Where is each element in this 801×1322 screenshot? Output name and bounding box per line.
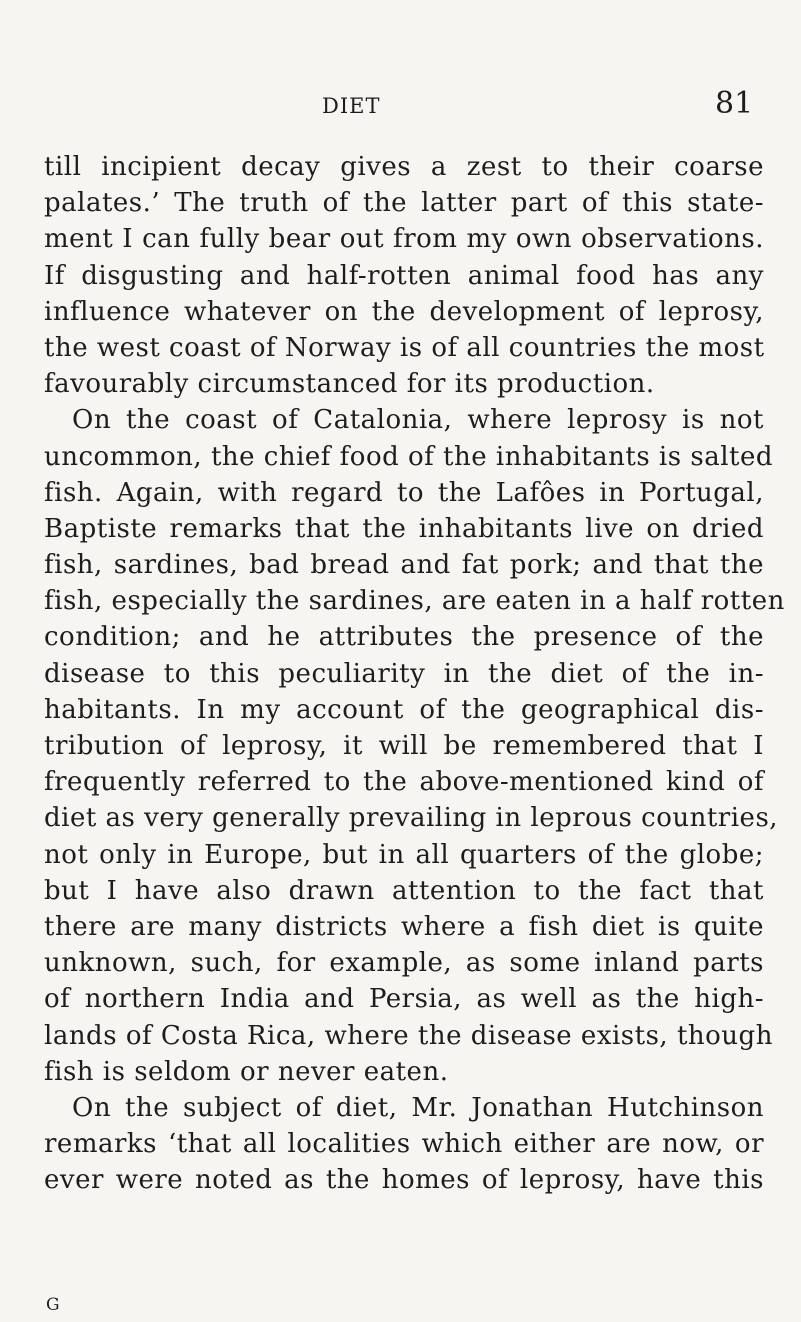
body-text — [44, 149, 785, 1198]
text-line: lands of Costa Rica, where the disease exists, though — [44, 1020, 773, 1051]
running-head — [0, 88, 801, 122]
text-line: disease to this peculiarity in the diet of the in- — [44, 658, 764, 689]
text-line: but I have also drawn attention to the fact that — [44, 875, 764, 906]
text-line: condition; and he attributes the presence of the — [44, 622, 764, 653]
text-line: till incipient decay gives a zest to their coarse — [44, 152, 764, 182]
text-line: habitants. In my account of the geographical dis- — [44, 694, 764, 725]
signature-mark: G — [46, 1295, 60, 1315]
text-line: unknown, such, for example, as some inland parts — [44, 948, 764, 979]
text-line: palates.’ The truth of the latter part of this state- — [44, 188, 764, 219]
text-line: Baptiste remarks that the inhabitants live on dried — [44, 513, 764, 544]
text-line: ever were noted as the homes of leprosy, have this — [44, 1165, 764, 1196]
text-line: On the subject of diet, Mr. Jonathan Hutchinson — [72, 1092, 764, 1123]
text-line: fish is seldom or never eaten. — [44, 1056, 449, 1087]
text-line: ment I can fully bear out from my own observations. — [44, 224, 764, 255]
text-line: fish, especially the sardines, are eaten in a half rotten — [44, 586, 785, 617]
text-line: uncommon, the chief food of the inhabitants is salted — [44, 441, 773, 472]
text-line: If disgusting and half-rotten animal food has any — [44, 260, 764, 291]
text-line: fish, sardines, bad bread and fat pork; and that the — [44, 550, 764, 581]
text-line: favourably circumstanced for its production. — [44, 369, 655, 400]
running-title: DIET — [322, 94, 381, 118]
text-line: the west coast of Norway is of all countries the most — [44, 332, 765, 363]
text-line: not only in Europe, but in all quarters of the globe; — [44, 839, 764, 870]
text-line: of northern India and Persia, as well as the high- — [44, 984, 764, 1015]
text-line: On the coast of Catalonia, where leprosy is not — [72, 405, 764, 436]
text-line: diet as very generally prevailing in leprous countries, — [44, 803, 779, 834]
text-line: frequently referred to the above-mentioned kind of — [44, 767, 764, 798]
text-line: tribution of leprosy, it will be remembered that I — [44, 731, 764, 761]
text-line: influence whatever on the development of leprosy, — [44, 296, 764, 327]
text-line: there are many districts where a fish diet is quite — [44, 911, 764, 942]
page-number: 81 — [715, 86, 754, 121]
text-line: fish. Again, with regard to the Lafôes in Portugal, — [44, 477, 764, 508]
text-line: remarks ‘that all localities which either are now, or — [44, 1129, 764, 1160]
